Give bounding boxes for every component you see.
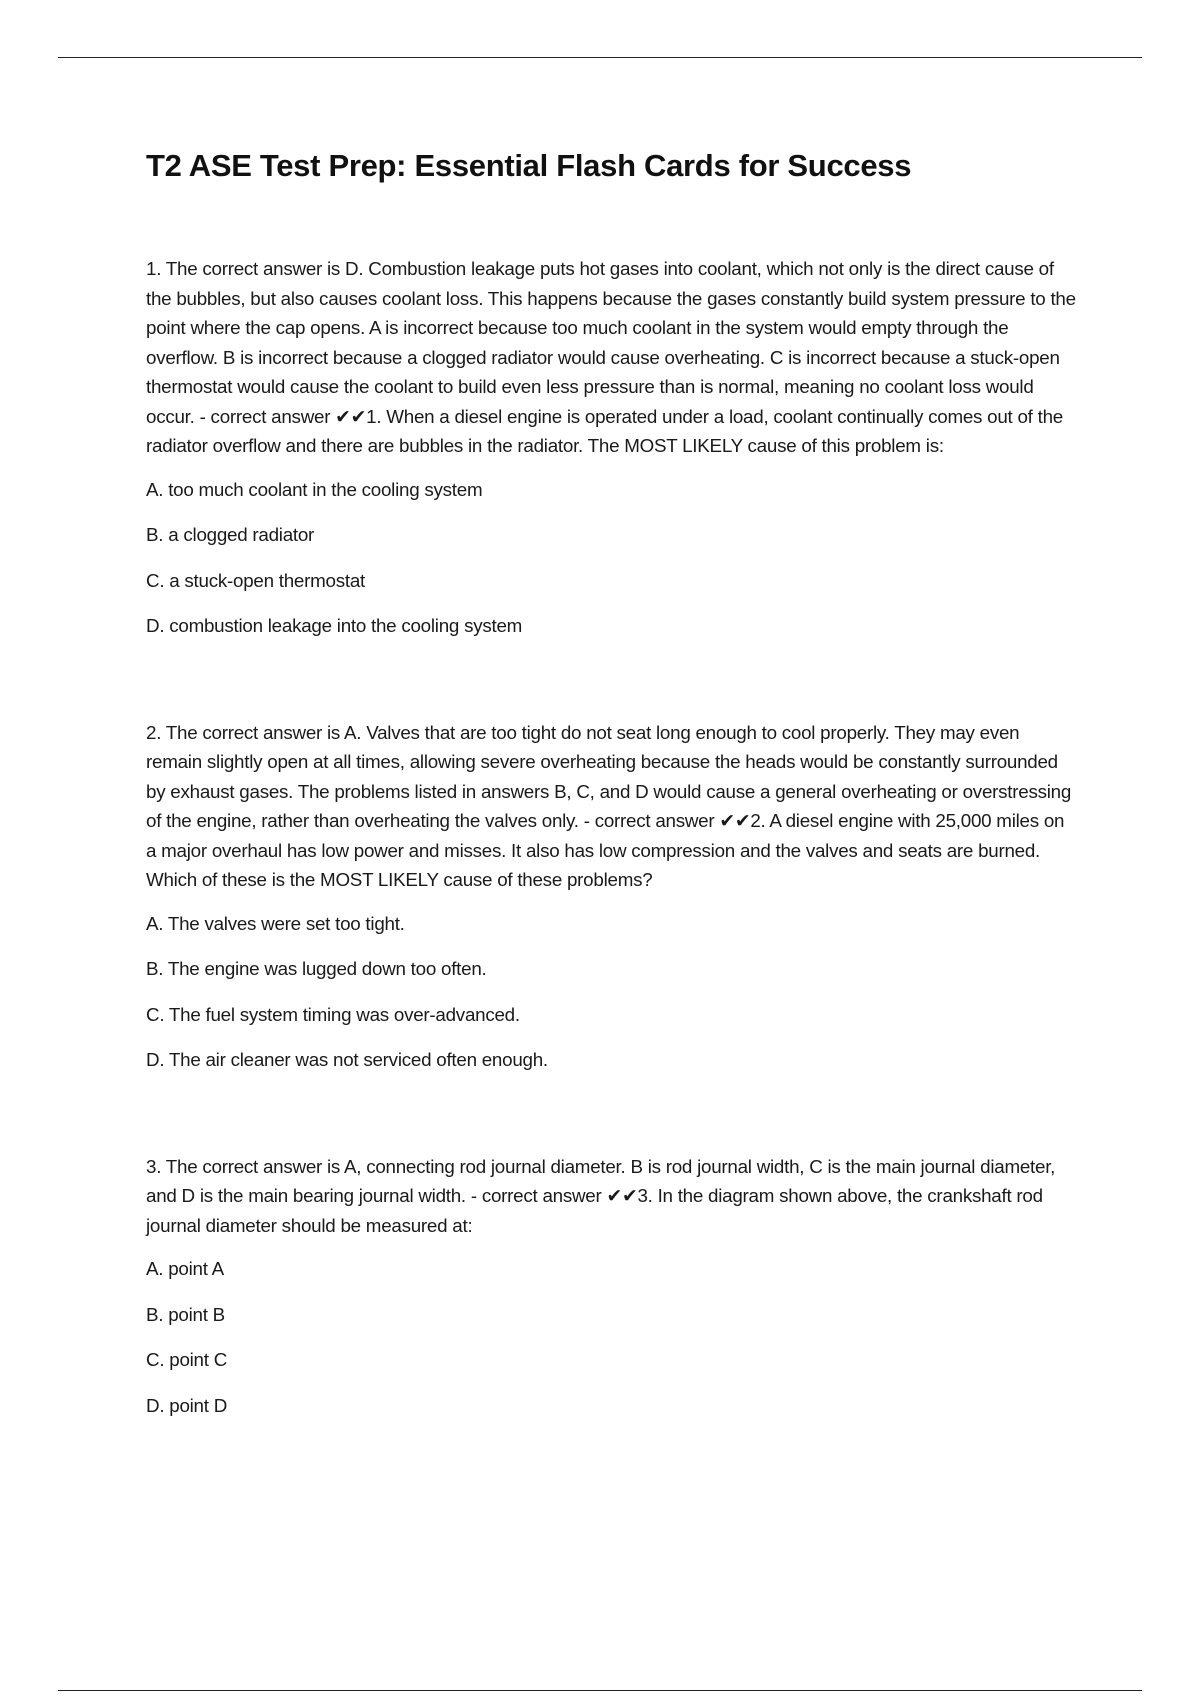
question-text: 2. The correct answer is A. Valves that are too tight do not seat long enough to cool properly. They may even remain slightly open at all times, allowing severe overheating because the heads would be constantly surrounded by exhaust gases. The problems listed in answers B, C, and D would cause a general overheating or overstressing of the engine, rather than overheating the valves only. - correct answer ✔✔2. A diesel engine with 25,000 miles on a major overhaul has low power and misses. It also has low compression and the valves and seats are burned. Which of these is the MOST LIKELY cause of these problems?	[146, 721, 1072, 890]
answer-options	[146, 475, 1076, 641]
footer-divider	[58, 1690, 1142, 1691]
question-text: 1. The correct answer is D. Combustion leakage puts hot gases into coolant, which not only is the direct cause of the bubbles, but also causes coolant loss. This happens because the gases constantly build system pressure to the point where the cap opens. A is incorrect because too much coolant in the system would empty through the overflow. B is incorrect because a clogged radiator would cause overheating. C is incorrect because a stuck-open thermostat would cause the coolant to build even less pressure than is normal, meaning no coolant loss would occur. - correct answer ✔✔1. When a diesel engine is operated under a load, coolant continually comes out of the radiator overflow and there are bubbles in the radiator. The MOST LIKELY cause of this problem is:	[146, 258, 1076, 456]
question-2	[146, 718, 1076, 1075]
question-1	[146, 254, 1076, 641]
answer-option-b: B. point B	[146, 1303, 225, 1325]
answer-option-c: C. The fuel system timing was over-advanced.	[146, 1003, 520, 1025]
question-text: 3. The correct answer is A, connecting rod journal diameter. B is rod journal width, C is the main journal diameter, and D is the main bearing journal width. - correct answer ✔✔3. In the diagram shown above, the crankshaft rod journal diameter should be measured at:	[146, 1155, 1056, 1236]
answer-options	[146, 1254, 1076, 1420]
answer-option-b: B. a clogged radiator	[146, 524, 315, 545]
answer-option-d: D. point D	[146, 1394, 228, 1416]
answer-option-d: D. combustion leakage into the cooling system	[146, 615, 523, 636]
page-title: T2 ASE Test Prep: Essential Flash Cards for Success	[146, 148, 912, 183]
answer-options	[146, 909, 1076, 1075]
answer-option-a: A. The valves were set too tight.	[146, 912, 405, 934]
answer-option-c: C. point C	[146, 1349, 228, 1370]
question-3	[146, 1152, 1076, 1421]
answer-option-d: D. The air cleaner was not serviced often enough.	[146, 1049, 548, 1070]
header-divider	[58, 57, 1142, 58]
answer-option-c: C. a stuck-open thermostat	[146, 569, 365, 591]
answer-option-a: A. point A	[146, 1258, 224, 1279]
answer-option-b: B. The engine was lugged down too often.	[146, 958, 487, 979]
answer-option-a: A. too much coolant in the cooling system	[146, 478, 483, 500]
document-body	[146, 254, 1076, 1420]
